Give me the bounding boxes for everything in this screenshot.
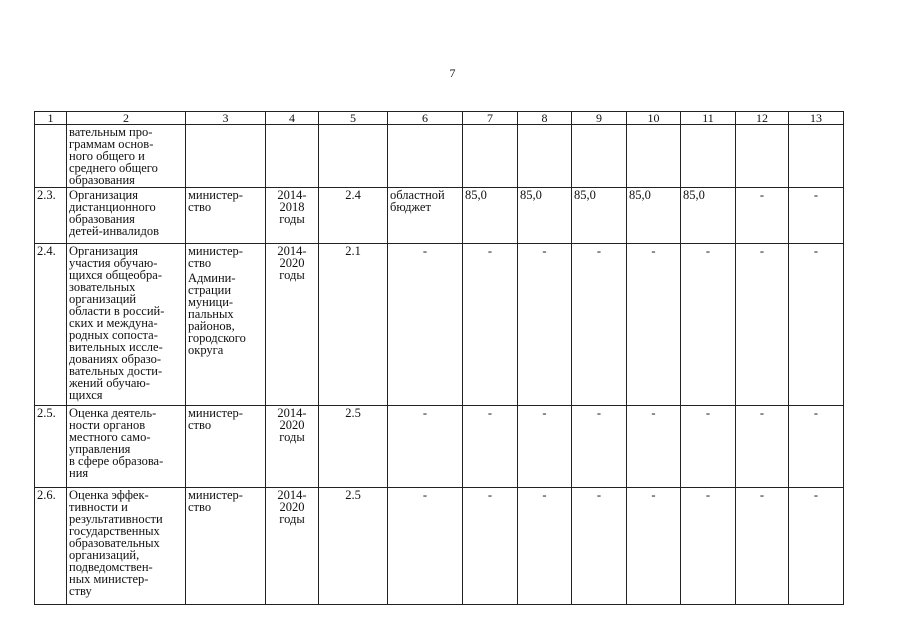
- value-cell: -: [463, 244, 518, 406]
- executor: [186, 125, 266, 188]
- value-cell: -: [681, 244, 736, 406]
- activity-name: Организация дистанционного образования детей-инвалидов: [67, 188, 186, 244]
- table-row: [35, 125, 844, 188]
- table-row: [35, 406, 844, 488]
- row-number: 2.3.: [35, 188, 67, 244]
- executor: [186, 244, 266, 406]
- executor: министер- ство: [186, 488, 266, 605]
- column-header: 12: [736, 112, 789, 125]
- value-cell: -: [572, 244, 627, 406]
- activity-name: вательным про- граммам основ- ного общего и среднего общего образования: [67, 125, 186, 188]
- executor-municipal: Админи- страции муници- пальных районов, городского округа: [188, 271, 246, 357]
- value-cell: -: [627, 488, 681, 605]
- column-header: 11: [681, 112, 736, 125]
- value-cell: -: [627, 244, 681, 406]
- value-cell: [518, 125, 572, 188]
- value-cell: -: [572, 406, 627, 488]
- page-number: 7: [449, 66, 456, 80]
- value-cell: 85,0: [518, 188, 572, 244]
- value-cell: -: [789, 188, 844, 244]
- funding-source: областной бюджет: [388, 188, 463, 244]
- column-header: 1: [35, 112, 67, 125]
- table-row: [35, 488, 844, 605]
- column-header: 13: [789, 112, 844, 125]
- program-activities-table: [34, 111, 844, 605]
- table-row: [35, 244, 844, 406]
- value-cell: -: [518, 488, 572, 605]
- value-cell: -: [736, 406, 789, 488]
- indicator: 2.5: [319, 406, 388, 488]
- value-cell: -: [627, 406, 681, 488]
- activity-name: Организация участия обучаю- щихся общеобра- зовательных организаций области в россий- ских и междуна- родных сопоста- вительных иссле- дованиях образо- вательных дости- жений обучаю- щихся: [67, 244, 186, 406]
- value-cell: -: [572, 488, 627, 605]
- period: 2014- 2020 годы: [266, 488, 319, 605]
- value-cell: 85,0: [463, 188, 518, 244]
- value-cell: -: [681, 488, 736, 605]
- table-row: [35, 188, 844, 244]
- executor: министер- ство: [186, 188, 266, 244]
- column-header: 8: [518, 112, 572, 125]
- column-header: 7: [463, 112, 518, 125]
- activity-name: Оценка эффек- тивности и результативности государственных образовательных организаций, подведомствен- ных министер- ству: [67, 488, 186, 605]
- value-cell: 85,0: [627, 188, 681, 244]
- funding-source: [388, 125, 463, 188]
- value-cell: 85,0: [681, 188, 736, 244]
- value-cell: [681, 125, 736, 188]
- value-cell: -: [736, 188, 789, 244]
- value-cell: -: [789, 488, 844, 605]
- column-header: 5: [319, 112, 388, 125]
- row-number: 2.5.: [35, 406, 67, 488]
- value-cell: -: [789, 406, 844, 488]
- period: 2014- 2020 годы: [266, 244, 319, 406]
- column-header: 4: [266, 112, 319, 125]
- value-cell: [627, 125, 681, 188]
- column-header: 6: [388, 112, 463, 125]
- value-cell: [463, 125, 518, 188]
- period: 2014- 2020 годы: [266, 406, 319, 488]
- value-cell: [789, 125, 844, 188]
- value-cell: -: [789, 244, 844, 406]
- row-number: [35, 125, 67, 188]
- funding-source: -: [388, 488, 463, 605]
- funding-source: -: [388, 244, 463, 406]
- indicator: 2.4: [319, 188, 388, 244]
- value-cell: -: [736, 244, 789, 406]
- column-header: 9: [572, 112, 627, 125]
- executor-ministry: министер- ство: [188, 244, 243, 270]
- value-cell: -: [518, 244, 572, 406]
- period: 2014- 2018 годы: [266, 188, 319, 244]
- value-cell: -: [463, 406, 518, 488]
- column-number-row: [35, 112, 844, 125]
- funding-source: -: [388, 406, 463, 488]
- value-cell: 85,0: [572, 188, 627, 244]
- indicator: 2.1: [319, 244, 388, 406]
- row-number: 2.6.: [35, 488, 67, 605]
- value-cell: -: [518, 406, 572, 488]
- value-cell: -: [736, 488, 789, 605]
- activity-name: Оценка деятель- ности органов местного само- управления в сфере образова- ния: [67, 406, 186, 488]
- executor: министер- ство: [186, 406, 266, 488]
- column-header: 3: [186, 112, 266, 125]
- column-header: 10: [627, 112, 681, 125]
- row-number: 2.4.: [35, 244, 67, 406]
- value-cell: [572, 125, 627, 188]
- period: [266, 125, 319, 188]
- indicator: 2.5: [319, 488, 388, 605]
- indicator: [319, 125, 388, 188]
- column-header: 2: [67, 112, 186, 125]
- value-cell: -: [463, 488, 518, 605]
- value-cell: [736, 125, 789, 188]
- value-cell: -: [681, 406, 736, 488]
